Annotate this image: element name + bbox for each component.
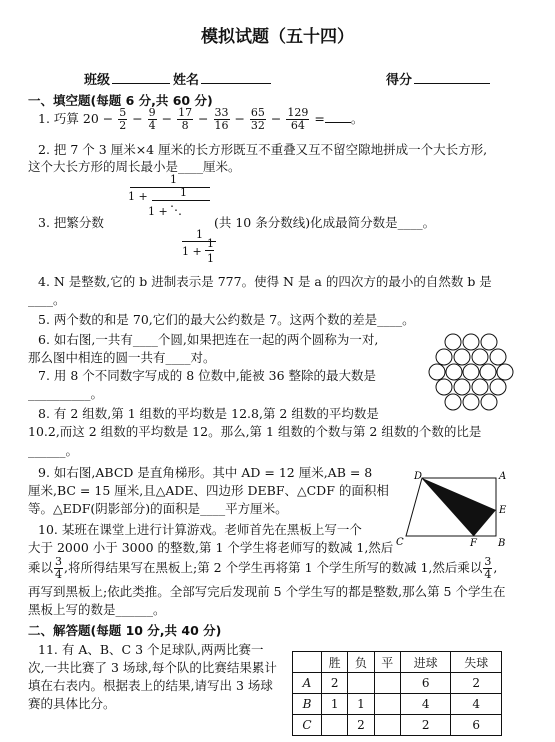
- question-10-line-2: 大于 2000 小于 3000 的整数,第 1 个学生将老师写的数减 1,然后: [28, 540, 394, 555]
- question-11-line-1: 11. 有 A、B、C 3 个足球队,两两比赛一: [38, 642, 264, 657]
- class-field: 班级: [84, 69, 170, 88]
- question-9-line-1: 9. 如右图,ABCD 是直角梯形。其中 AD = 12 厘米,AB = 8: [38, 465, 373, 480]
- question-4-line-1: 4. N 是整数,它的 b 进制表示是 777。使得 N 是 a 的四次方的最小的自然数 b 是: [38, 274, 492, 289]
- label-A: A: [499, 471, 507, 482]
- name-field: 姓名: [173, 69, 271, 88]
- table-cell: [348, 673, 374, 694]
- question-8-line-3: ______。: [28, 443, 79, 458]
- question-11-line-3: 填在右表内。根据表上的结果,请写出 3 场球: [28, 678, 273, 693]
- results-table: [292, 651, 502, 736]
- table-cell: A: [293, 673, 322, 694]
- table-header-cell: 负: [348, 652, 374, 673]
- question-10-line-1: 10. 某班在课堂上进行计算游戏。老师首先在黑板上写一个: [38, 522, 362, 537]
- table-cell: C: [293, 715, 322, 736]
- continued-fraction: 1 1 + 1 1 + ⋱ 1 1 + 1 1: [128, 173, 214, 265]
- table-cell: 2: [322, 673, 348, 694]
- table-header-cell: 进球: [400, 652, 451, 673]
- table-header-row: [293, 652, 502, 673]
- table-cell: [374, 673, 400, 694]
- table-cell: 4: [400, 694, 451, 715]
- table-cell: 2: [348, 715, 374, 736]
- label-D: D: [414, 471, 423, 482]
- label-F: F: [470, 538, 477, 548]
- table-cell: 4: [451, 694, 502, 715]
- page-title: 模拟试题（五十四）: [201, 27, 354, 47]
- question-1: 1. 巧算 20 − $\frac{5}{2}$ − $\frac{9}{4}$ − $\frac{17}{8}$ − $\frac{33}{16}$ − $\frac{65}{32}$ − $\frac{129}{64}$ = 。: [38, 106, 364, 132]
- question-4-line-2: ____。: [28, 292, 66, 307]
- table-cell: 6: [400, 673, 451, 694]
- question-3-label: 3. 把繁分数: [38, 215, 104, 230]
- section-1-heading: 一、填空题(每题 6 分,共 60 分): [28, 93, 213, 108]
- question-3-text: (共 10 条分数线)化成最简分数是____。: [214, 215, 436, 230]
- table-cell: [374, 694, 400, 715]
- table-header-cell: 失球: [451, 652, 502, 673]
- trapezoid-figure: [392, 466, 522, 548]
- label-E: E: [499, 505, 507, 516]
- table-header-cell: 平: [374, 652, 400, 673]
- question-5: 5. 两个数的和是 70,它们的最大公约数是 7。这两个数的差是____。: [38, 312, 415, 327]
- table-header-cell: 胜: [322, 652, 348, 673]
- question-6-line-1: 6. 如右图,一共有____个圆,如果把连在一起的两个圆称为一对,: [38, 332, 379, 347]
- question-2-line-1: 2. 把 7 个 3 厘米×4 厘米的长方形既互不重叠又互不留空隙地拼成一个大长方形,: [38, 142, 488, 157]
- table-cell: 6: [451, 715, 502, 736]
- question-10-line-4: 再写到黑板上;依此类推。全部写完后发现前 5 个学生写的都是整数,那么第 5 个学生在: [28, 584, 506, 599]
- circles-figure: [428, 330, 518, 412]
- question-8-line-1: 8. 有 2 组数,第 1 组数的平均数是 12.8,第 2 组数的平均数是: [38, 406, 379, 421]
- table-cell: 1: [322, 694, 348, 715]
- table-cell: [374, 715, 400, 736]
- question-11-line-2: 次,一共比赛了 3 场球,每个队的比赛结果累计: [28, 660, 277, 675]
- section-2-heading: 二、解答题(每题 10 分,共 40 分): [28, 623, 222, 638]
- table-cell: 2: [400, 715, 451, 736]
- score-field: 得分: [386, 69, 490, 88]
- table-row: [293, 673, 502, 694]
- question-11-line-4: 赛的具体比分。: [28, 696, 116, 711]
- table-cell: B: [293, 694, 322, 715]
- question-2-line-2: 这个大长方形的周长最小是____厘米。: [28, 159, 241, 174]
- label-B: B: [498, 538, 506, 548]
- table-cell: 2: [451, 673, 502, 694]
- question-10-line-3: 乘以 $\frac{3}{4}$ ,将所得结果写在黑板上;第 2 个学生再将第 1 个学生所写的数减 1,然后乘以 $\frac{3}{4}$ ,: [28, 555, 498, 581]
- table-header-cell: [293, 652, 322, 673]
- table-cell: [322, 715, 348, 736]
- table-cell: 1: [348, 694, 374, 715]
- label-C: C: [396, 537, 404, 548]
- question-8-line-2: 10.2,而这 2 组数的平均数是 12。那么,第 1 组数的个数与第 2 组数的个数的比是: [28, 424, 482, 439]
- table-row: [293, 694, 502, 715]
- question-7-line-1: 7. 用 8 个不同数字写成的 8 位数中,能被 36 整除的最大数是: [38, 368, 377, 383]
- question-7-line-2: __________。: [28, 386, 104, 401]
- question-10-line-5: 黑板上写的数是______。: [28, 602, 166, 617]
- question-9-line-3: 等。△EDF(阴影部分)的面积是____平方厘米。: [28, 501, 288, 516]
- question-6-line-2: 那么图中相连的圆一共有____对。: [28, 350, 216, 365]
- table-row: [293, 715, 502, 736]
- question-9-line-2: 厘米,BC = 15 厘米,且△ADE、四边形 DEBF、△CDF 的面积相: [28, 483, 389, 498]
